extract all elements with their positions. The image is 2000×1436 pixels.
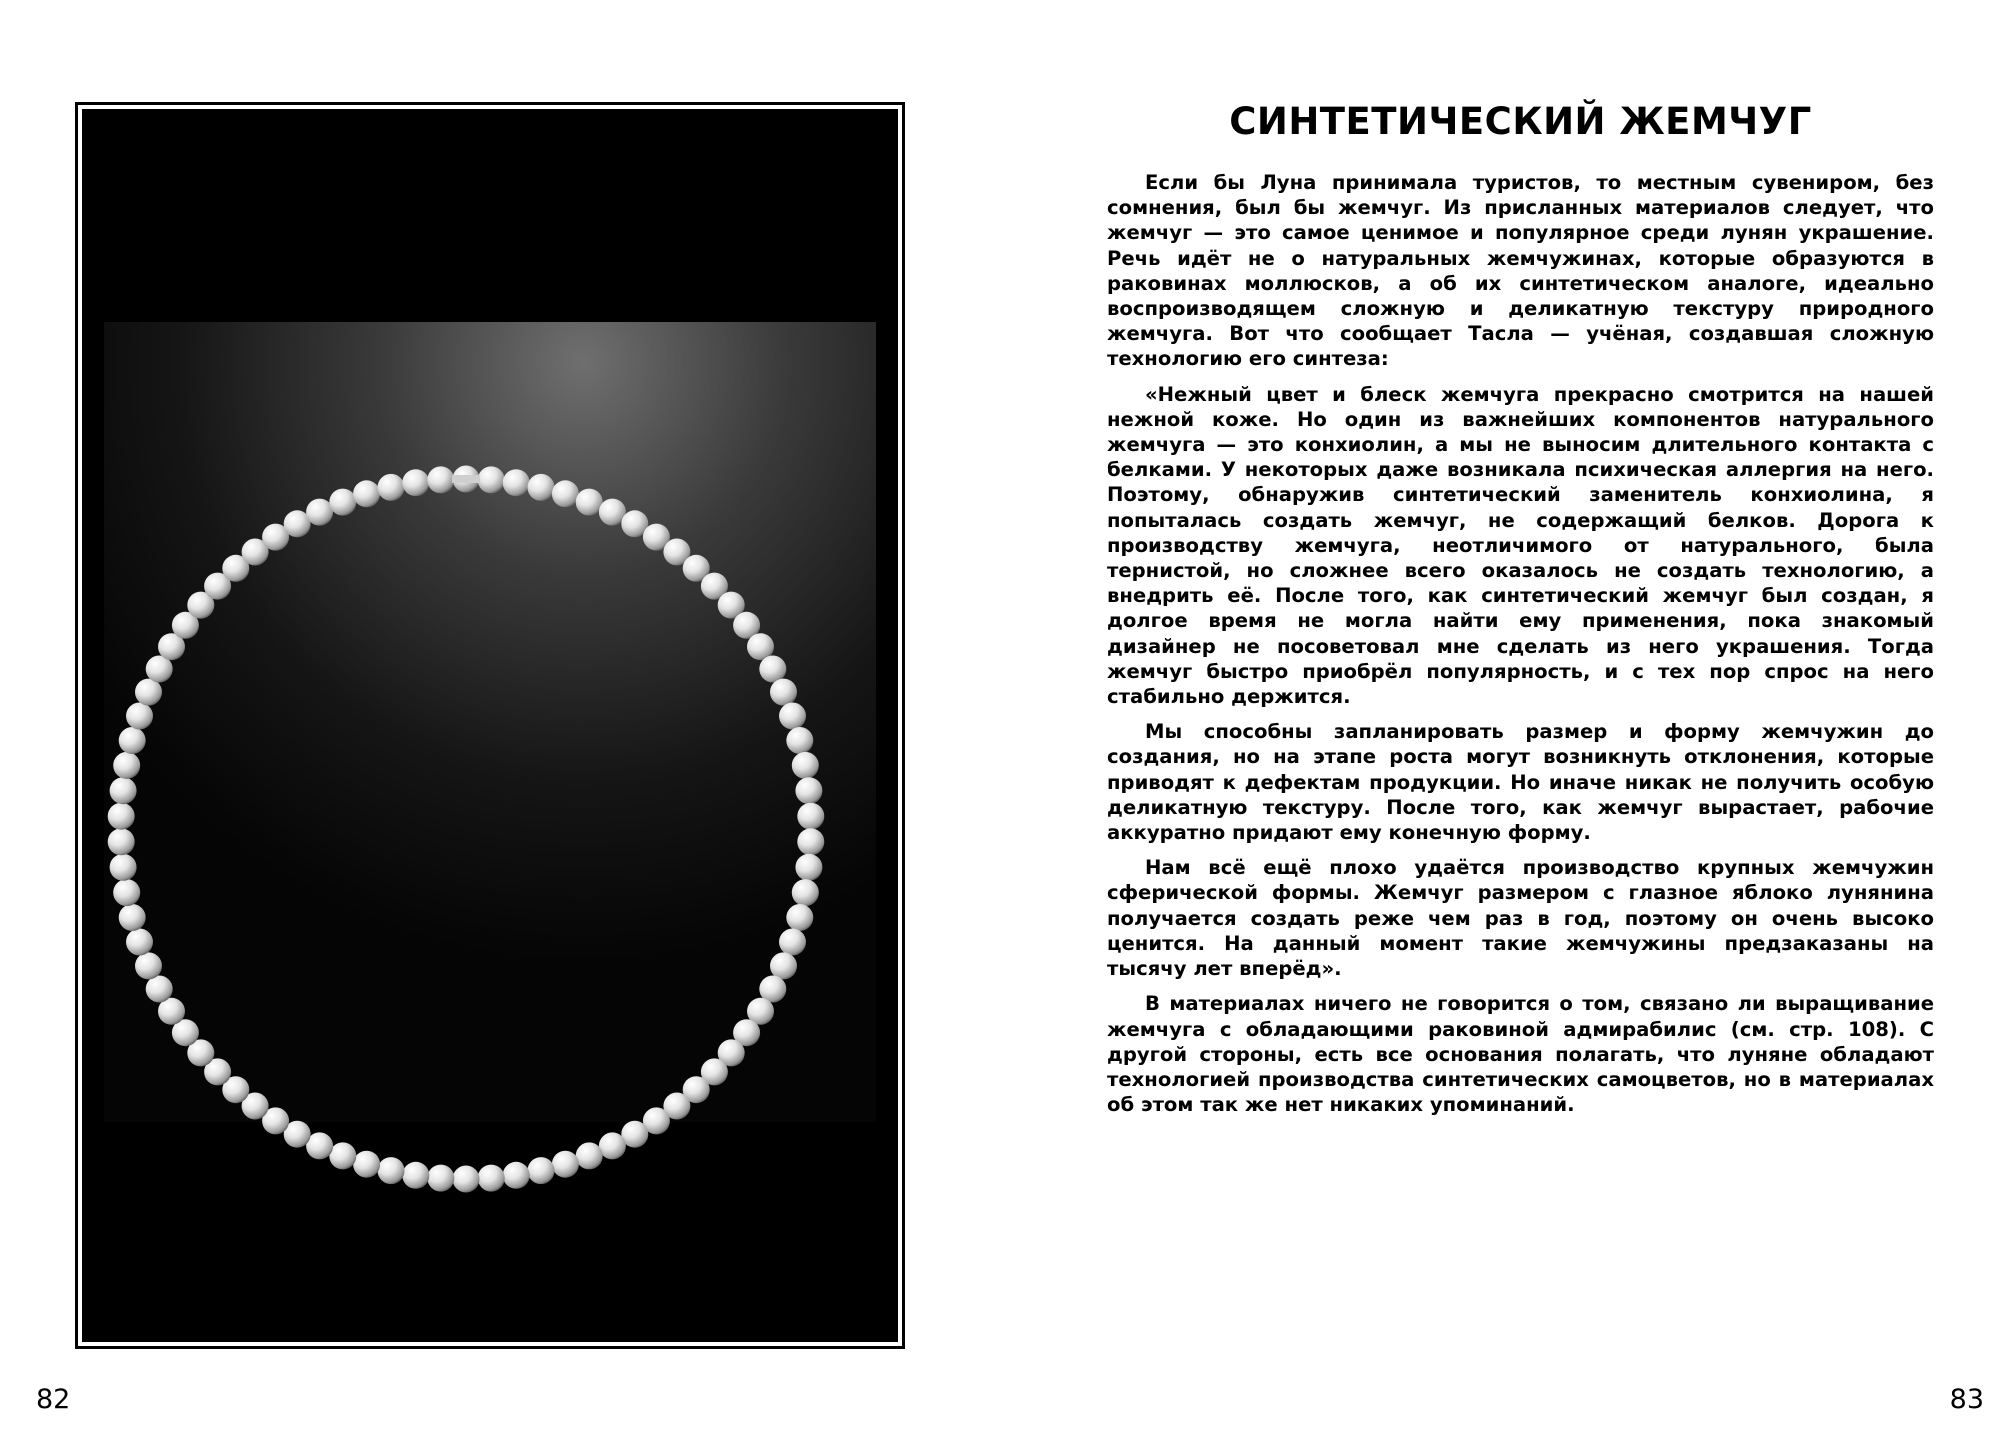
- pearl: [427, 1165, 454, 1192]
- pearl: [478, 466, 505, 493]
- page-number-right: 83: [1949, 1384, 1984, 1415]
- pearl: [329, 1142, 356, 1169]
- pearl: [770, 679, 797, 706]
- pearl: [552, 1151, 579, 1178]
- necklace-clasp: [452, 475, 480, 483]
- pearl: [353, 1151, 380, 1178]
- pearl: [792, 752, 819, 779]
- paragraph: Если бы Луна принимала туристов, то местным сувениром, без сомнения, был бы жемчуг. Из присланных материалов следует, что жемчуг — это самое ценимое и популярное среди лунян украшение. Речь идёт не о натуральных жемчужинах, которые образуются в раковинах моллюсков, а об их синтетическом аналоге, идеально воспроизводящем сложную и деликатную текстуру природного жемчуга. Вот что сообщает Тасла — учёная, создавшая сложную технологию его синтеза:: [1107, 171, 1934, 371]
- pearl: [108, 803, 135, 830]
- pearl: [427, 466, 454, 493]
- page-number-left: 82: [36, 1384, 71, 1415]
- paragraph: В материалах ничего не говорится о том, связано ли выращивание жемчуга с обладающими раковиной адмирабилис (см. стр. 108). С другой стороны, есть все основания полагать, что луняне обладают технологией производства синтетических самоцветов, но в материалах об этом так же нет никаких упоминаний.: [1107, 992, 1934, 1117]
- pearl: [126, 703, 153, 730]
- pearl-necklace-photo: [82, 109, 898, 1342]
- pearl: [797, 828, 824, 855]
- article: [1107, 100, 1934, 1127]
- pearl: [113, 879, 140, 906]
- pearl: [759, 656, 786, 683]
- paragraph: Нам всё ещё плохо удаётся производство крупных жемчужин сферической формы. Жемчуг размером с глазное яблоко лунянина получается создать реже чем раз в год, поэтому он очень высоко ценится. На данный момент такие жемчужины предзаказаны на тысячу лет вперёд».: [1107, 856, 1934, 981]
- pearl: [110, 777, 137, 804]
- pearl: [503, 1162, 530, 1189]
- pearl: [599, 1132, 626, 1159]
- pearl: [779, 929, 806, 956]
- pearl: [528, 474, 555, 501]
- pearl: [503, 469, 530, 496]
- pearl: [792, 879, 819, 906]
- pearl: [770, 952, 797, 979]
- article-body: [1107, 170, 1934, 1117]
- pearl: [779, 703, 806, 730]
- paragraph: «Нежный цвет и блеск жемчуга прекрасно смотрится на нашей нежной коже. Но один из важнейших компонентов натурального жемчуга — это конхиолин, а мы не выносим длительного контакта с белками. У некоторых даже возникала психическая аллергия на него. Поэтому, обнаружив синтетический заменитель конхиолина, я попыталась создать жемчуг, не содержащий белков. Дорога к производству жемчуга, неотличимого от натурального, была тернистой, но сложнее всего оказалось не создать технологию, а внедрить её. После того, как синтетический жемчуг был создан, я долгое время не могла найти ему применения, пока знакомый дизайнер не посоветовал мне сделать из него украшения. Тогда жемчуг быстро приобрёл популярность, и с тех пор спрос на него стабильно держится.: [1107, 382, 1934, 709]
- article-title: СИНТЕТИЧЕСКИЙ ЖЕМЧУГ: [1229, 100, 1812, 143]
- pearl: [786, 727, 813, 754]
- pearl: [576, 1142, 603, 1169]
- pearl: [119, 727, 146, 754]
- pearl: [135, 679, 162, 706]
- pearl: [478, 1165, 505, 1192]
- pearl: [306, 499, 333, 526]
- paragraph: Мы способны запланировать размер и форму жемчужин до создания, но на этапе роста могут возникнуть отклонения, которые приводят к дефектам продукции. Но иначе никак не получить особую деликатную текстуру. После того, как жемчуг вырастает, рабочие аккуратно придают ему конечную форму.: [1107, 720, 1934, 845]
- pearl: [146, 976, 173, 1003]
- pearl: [353, 480, 380, 507]
- pearl: [797, 803, 824, 830]
- pearl: [552, 480, 579, 507]
- pearl: [378, 474, 405, 501]
- pearl: [402, 1162, 429, 1189]
- pearl: [108, 828, 135, 855]
- pearl: [119, 904, 146, 931]
- photo-frame: [75, 102, 905, 1349]
- pearl: [113, 752, 140, 779]
- pearl: [402, 469, 429, 496]
- pearl: [378, 1157, 405, 1184]
- pearl: [576, 489, 603, 516]
- pearl: [329, 489, 356, 516]
- pearl: [786, 904, 813, 931]
- pearl: [795, 854, 822, 881]
- pearl: [795, 777, 822, 804]
- pearl: [110, 854, 137, 881]
- pearl: [453, 1166, 480, 1193]
- pearl: [528, 1157, 555, 1184]
- pearl: [126, 929, 153, 956]
- pearl-necklace-image: [82, 109, 898, 1342]
- pearl: [135, 952, 162, 979]
